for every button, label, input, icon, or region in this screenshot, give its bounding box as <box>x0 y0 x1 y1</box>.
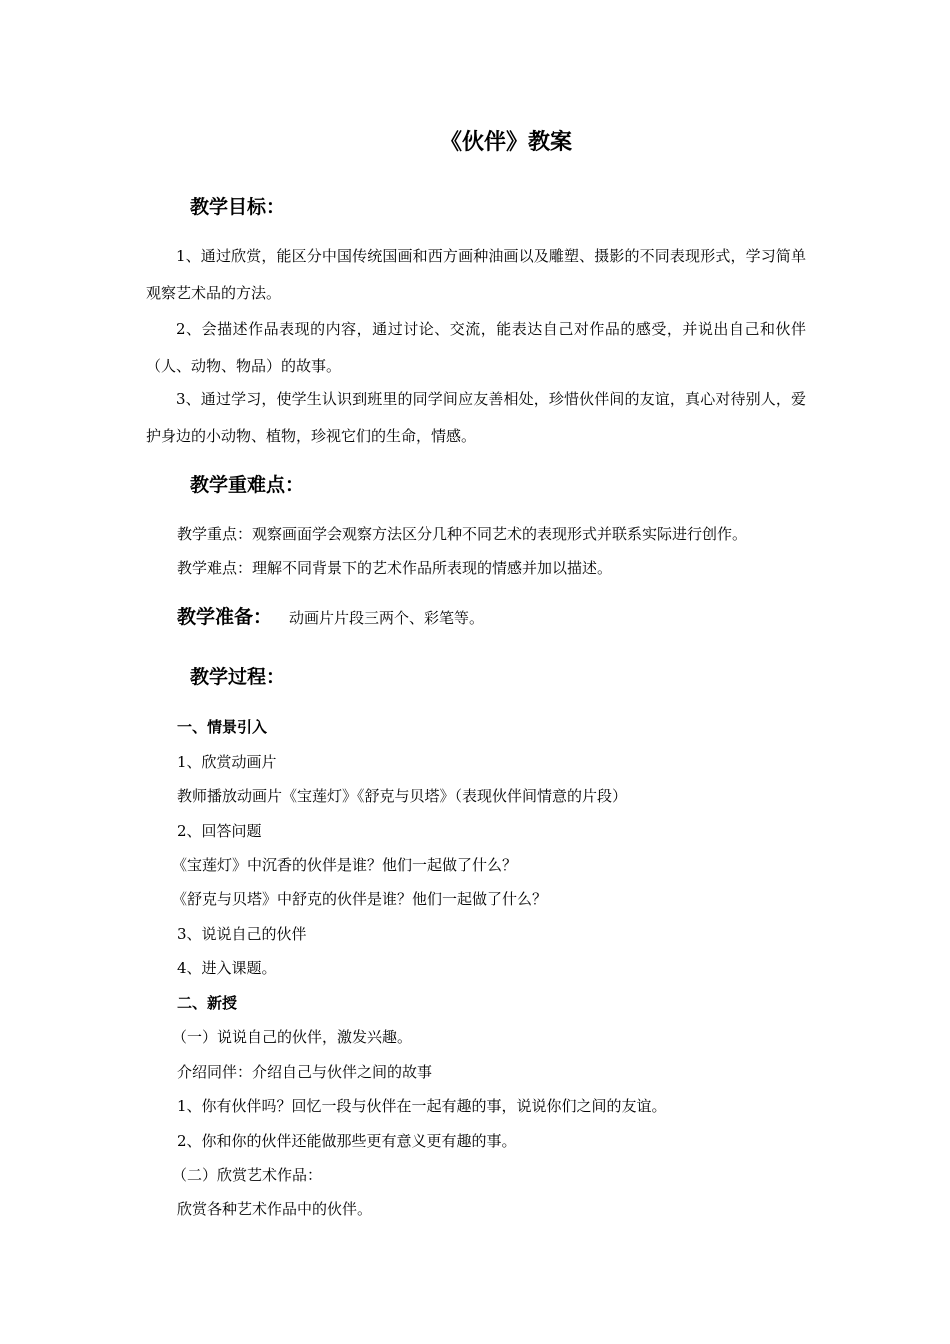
list-item: 2、回答问题 <box>177 822 262 840</box>
prep-label: 教学准备： <box>177 606 273 628</box>
list-item: 《宝莲灯》中沉香的伙伴是谁？他们一起做了什么？ <box>172 856 518 874</box>
list-item: 教师播放动画片《宝莲灯》《舒克与贝塔》（表现伙伴间情意的片段） <box>177 787 628 805</box>
list-item: 4、进入课题。 <box>177 959 277 977</box>
list-item: （二）欣赏艺术作品： <box>172 1166 323 1184</box>
key-difficulty: 教学难点：理解不同背景下的艺术作品所表现的情感并加以描述。 <box>177 559 613 577</box>
goal-item-3: 3、通过学习，使学生认识到班里的同学间应友善相处，珍惜伙伴间的友谊，真心对待别人，爱护身边的小动物、植物，珍视它们的生命，情感。 <box>146 390 806 445</box>
key-focus: 教学重点：观察画面学会观察方法区分几种不同艺术的表现形式并联系实际进行创作。 <box>177 525 748 543</box>
list-item: 2、你和你的伙伴还能做那些更有意义更有趣的事。 <box>177 1132 517 1150</box>
process-heading: 教学过程： <box>190 666 286 688</box>
list-item: 3、说说自己的伙伴 <box>177 925 307 943</box>
list-item: 《舒克与贝塔》中舒克的伙伴是谁？他们一起做了什么？ <box>172 890 548 908</box>
goals-heading: 教学目标： <box>190 196 286 218</box>
prep-text: 动画片片段三两个、彩笔等。 <box>289 609 485 627</box>
section-new-heading: 二、新授 <box>177 994 238 1012</box>
list-item: 欣赏各种艺术作品中的伙伴。 <box>177 1200 373 1218</box>
section-intro-heading: 一、情景引入 <box>177 718 268 736</box>
list-item: 1、欣赏动画片 <box>177 753 277 771</box>
list-item: 介绍同伴：介绍自己与伙伴之间的故事 <box>177 1063 433 1081</box>
page-title: 《伙伴》教案 <box>439 130 572 155</box>
keypoints-heading: 教学重难点： <box>190 474 305 496</box>
list-item: （一）说说自己的伙伴，激发兴趣。 <box>172 1028 413 1046</box>
goal-item-1: 1、通过欣赏，能区分中国传统国画和西方画种油画以及雕塑、摄影的不同表现形式，学习简单观察艺术品的方法。 <box>146 247 806 302</box>
goal-item-2: 2、会描述作品表现的内容，通过讨论、交流，能表达自己对作品的感受，并说出自己和伙伴（人、动物、物品）的故事。 <box>146 320 806 375</box>
list-item: 1、你有伙伴吗？回忆一段与伙伴在一起有趣的事，说说你们之间的友谊。 <box>177 1097 667 1115</box>
